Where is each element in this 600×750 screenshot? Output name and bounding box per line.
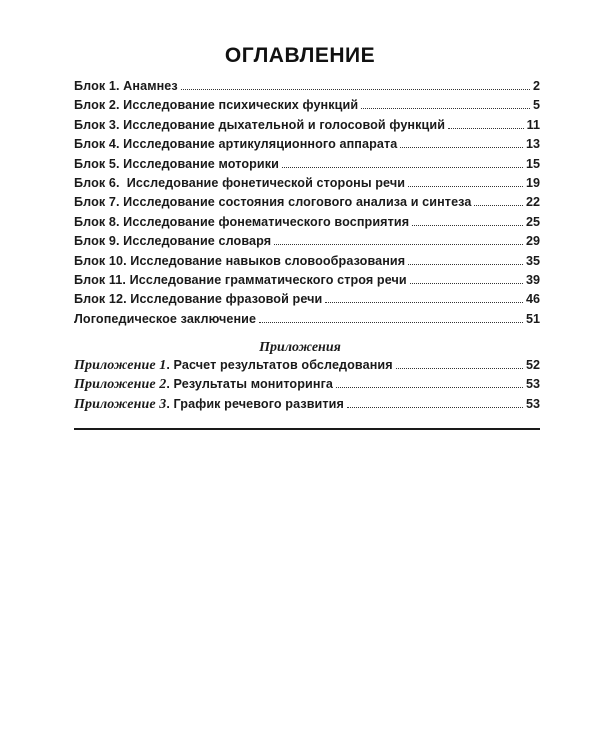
dot-leader: [474, 205, 523, 206]
toc-entry-label: Блок 1. Анамнез: [74, 79, 178, 93]
toc-entry: [74, 116, 540, 135]
horizontal-rule: [74, 428, 540, 430]
dot-leader: [325, 302, 523, 303]
table-of-contents: [74, 77, 540, 329]
appendix-entry-prefix: Приложение 3: [74, 396, 167, 412]
dot-leader: [408, 186, 523, 187]
toc-entry: [74, 193, 540, 212]
appendix-entry: [74, 356, 540, 375]
dot-leader: [448, 128, 524, 129]
toc-entry: [74, 77, 540, 96]
toc-entry-label: Блок 8. Исследование фонематического восприятия: [74, 214, 410, 229]
dot-leader: [410, 283, 523, 284]
appendix-entry-page: 52: [525, 358, 540, 372]
toc-entry-label: Блок 12. Исследование фразовой речи: [74, 292, 323, 307]
toc-entry-page: 29: [525, 234, 540, 249]
toc-entry-page: 5: [532, 98, 540, 113]
toc-entry-page: 11: [526, 117, 540, 132]
toc-entry-label: Блок 9. Исследование словаря: [74, 234, 272, 249]
toc-entry-page: 46: [525, 292, 540, 307]
toc-entry-page: 22: [525, 195, 540, 210]
toc-entry-page: 19: [525, 175, 540, 190]
appendix-entry-page: 53: [525, 396, 540, 411]
toc-entry-label: Блок 5. Исследование моторики: [74, 156, 280, 171]
appendix-entry-prefix: Приложение 2: [74, 377, 167, 393]
toc-entry: [74, 310, 540, 329]
toc-entry: [74, 213, 540, 232]
dot-leader: [400, 147, 523, 148]
toc-entry-page: 2: [532, 79, 540, 93]
toc-entry: [74, 174, 540, 193]
toc-entry: [74, 232, 540, 251]
appendix-entry-title: . Результаты мониторинга: [166, 377, 334, 392]
toc-entry: [74, 135, 540, 154]
toc-entry-page: 13: [525, 137, 540, 152]
dot-leader: [396, 368, 523, 369]
dot-leader: [274, 244, 523, 245]
dot-leader: [361, 108, 530, 109]
toc-entry-page: 51: [525, 311, 540, 326]
dot-leader: [282, 167, 523, 168]
toc-entry-label: Блок 10. Исследование навыков словообразования: [74, 253, 406, 268]
dot-leader: [347, 407, 523, 408]
appendix-entry: [74, 395, 540, 414]
appendix-heading: Приложения: [259, 340, 341, 355]
appendix-list: [74, 356, 540, 414]
toc-entry-page: 25: [525, 214, 540, 229]
toc-entry-label: Блок 3. Исследование дыхательной и голосовой функций: [74, 117, 446, 132]
appendix-entry-label: [74, 395, 344, 414]
toc-entry-label: Блок 6. Исследование фонетической стороны речи: [74, 175, 406, 190]
dot-leader: [408, 264, 523, 265]
toc-entry-label: Блок 7. Исследование состояния слогового анализа и синтеза: [74, 195, 472, 210]
toc-entry-label: Блок 4. Исследование артикуляционного аппарата: [74, 137, 398, 152]
toc-entry: [74, 271, 540, 290]
dot-leader: [259, 322, 523, 323]
toc-entry: [74, 290, 540, 309]
toc-entry-label: Блок 11. Исследование грамматического строя речи: [74, 272, 407, 287]
toc-entry-label: Блок 2. Исследование психических функций: [74, 98, 359, 113]
toc-entry: [74, 96, 540, 115]
toc-entry-page: 39: [525, 272, 540, 287]
dot-leader: [181, 89, 530, 90]
dot-leader: [412, 225, 523, 226]
toc-entry: [74, 155, 540, 174]
appendix-entry-page: 53: [525, 377, 540, 392]
appendix-entry: [74, 375, 540, 394]
toc-entry-page: 15: [525, 156, 540, 171]
toc-entry-label: Логопедическое заключение: [74, 311, 257, 326]
appendix-entry-label: [74, 356, 393, 375]
toc-entry: [74, 252, 540, 271]
appendix-entry-prefix: Приложение 1: [74, 358, 167, 373]
appendix-entry-title: . Расчет результатов обследования: [166, 358, 393, 372]
page-title: ОГЛАВЛЕНИЕ: [224, 44, 376, 67]
appendix-entry-title: . График речевого развития: [166, 396, 344, 411]
appendix-entry-label: [74, 375, 333, 394]
toc-entry-page: 35: [525, 253, 540, 268]
dot-leader: [336, 387, 523, 388]
